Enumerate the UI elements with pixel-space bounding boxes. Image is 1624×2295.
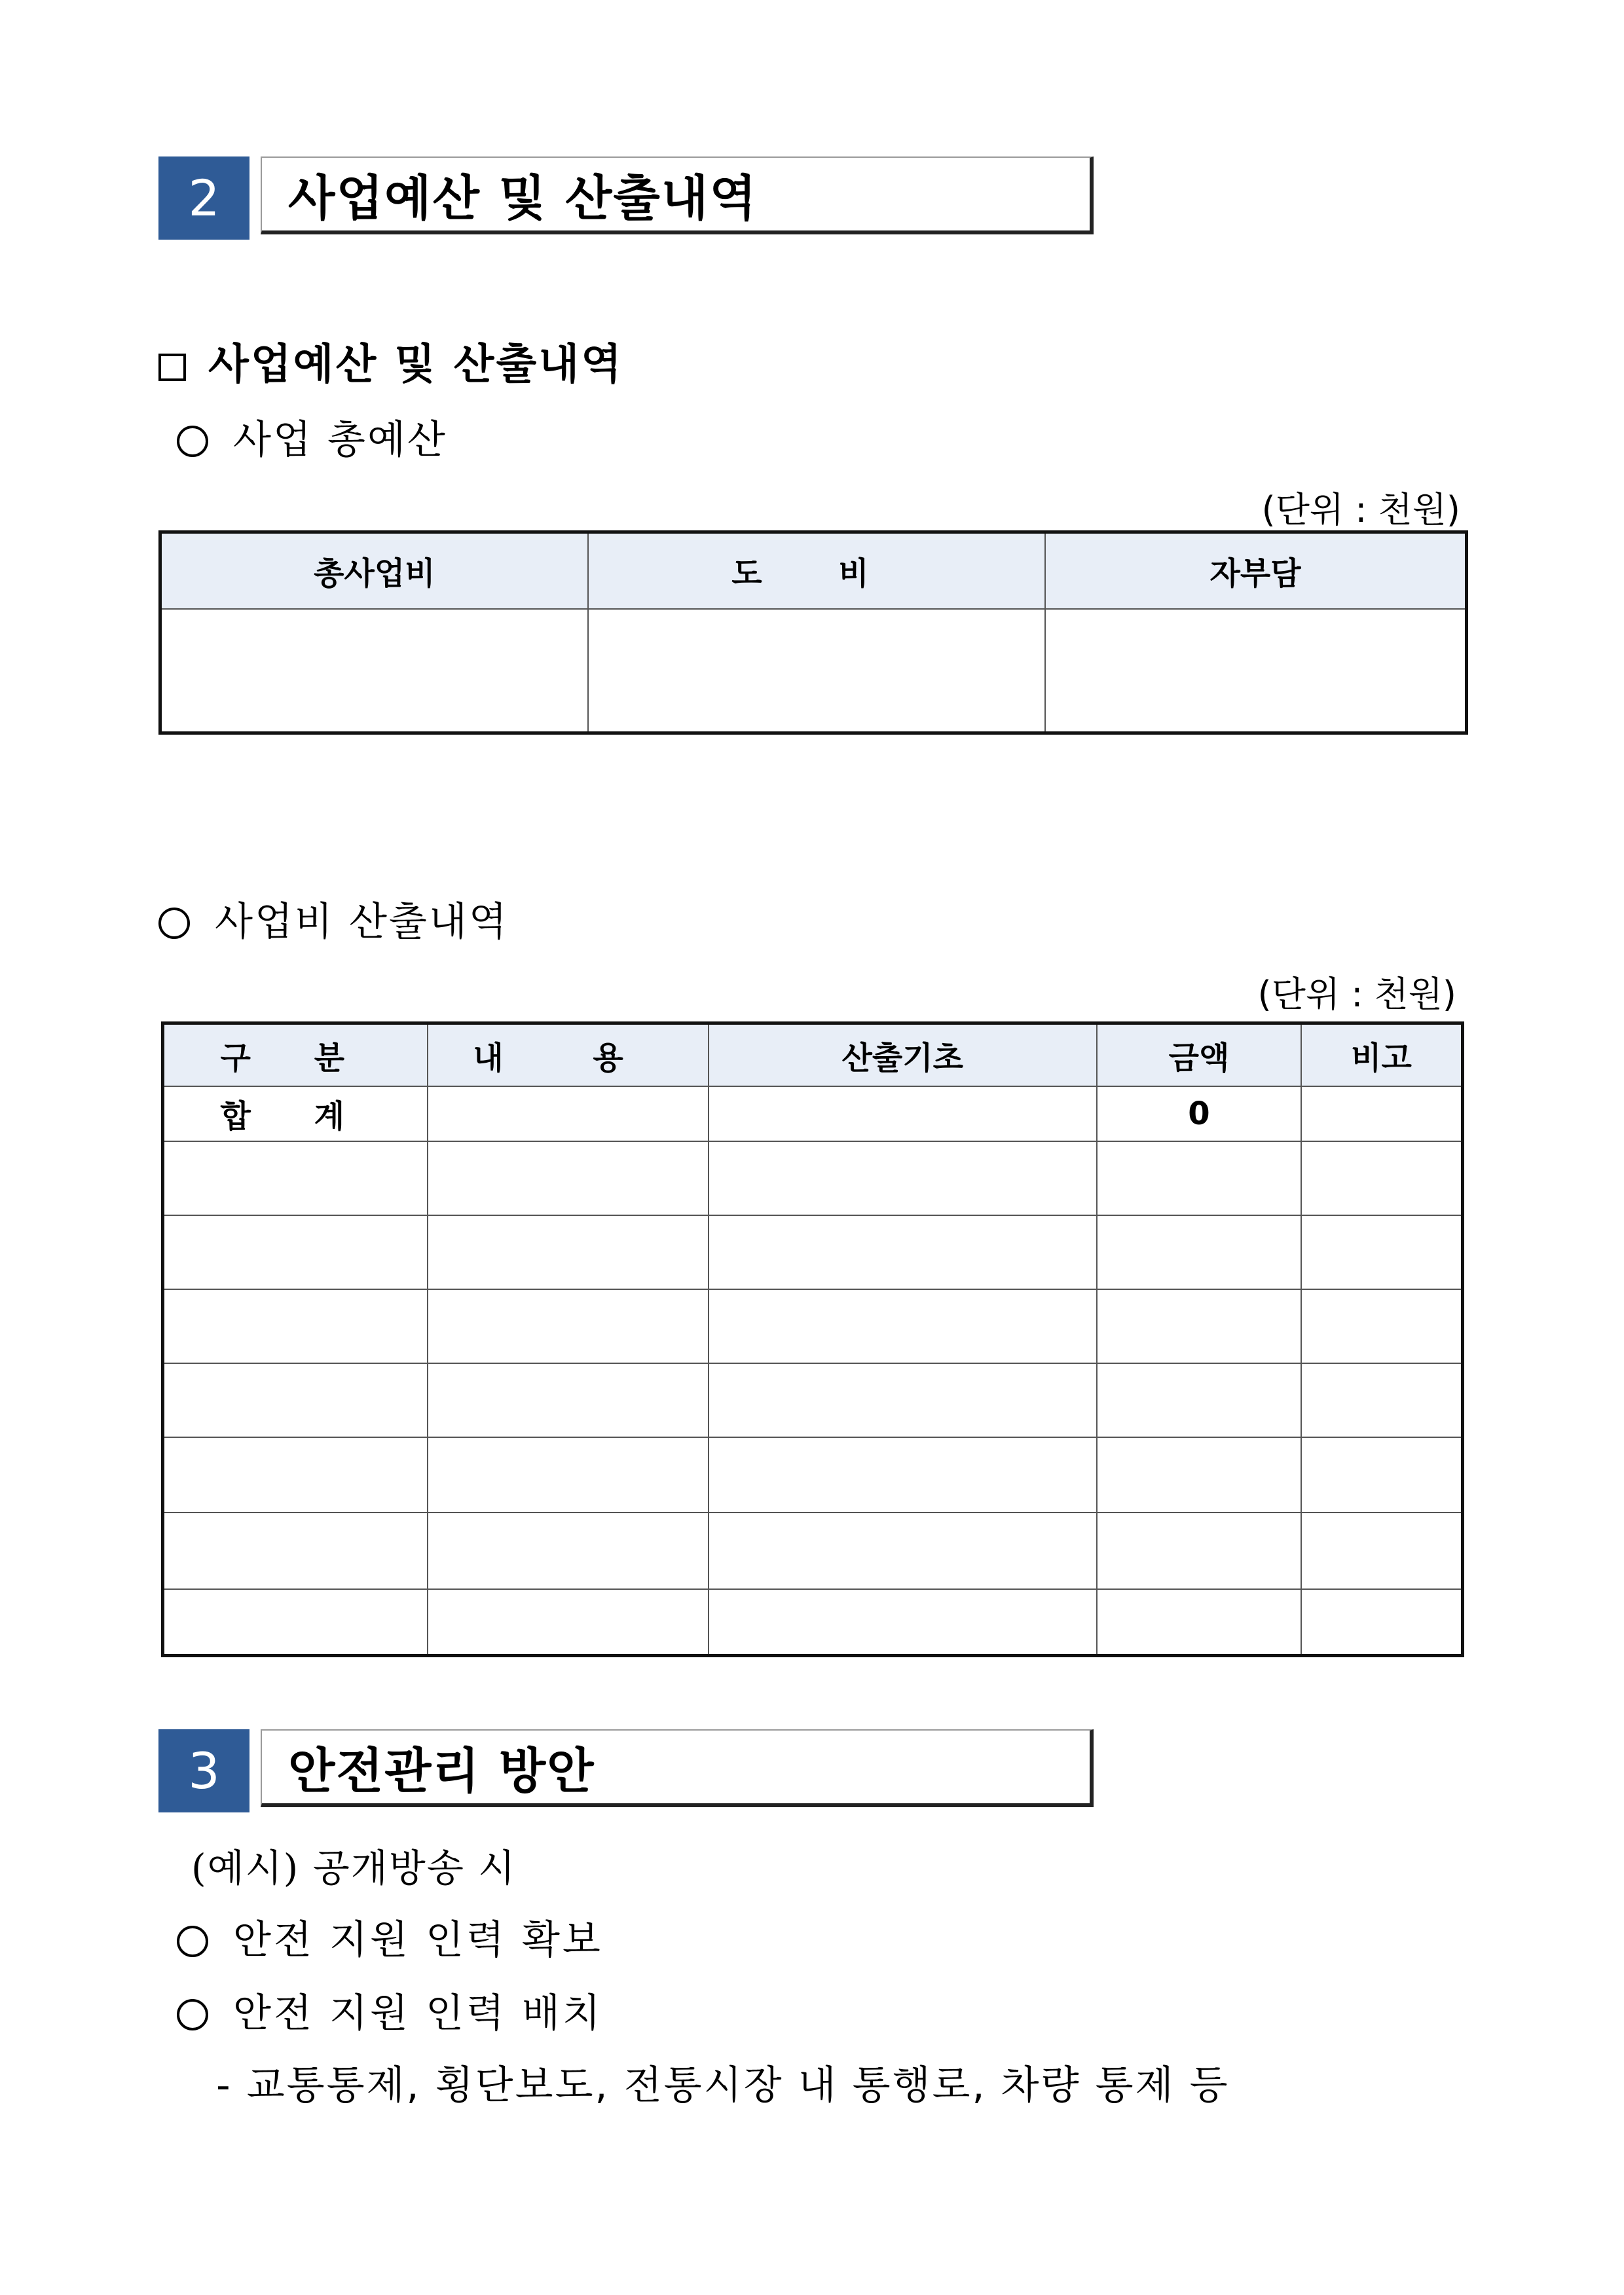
table-cell[interactable] bbox=[428, 1363, 709, 1437]
table-cell[interactable] bbox=[1097, 1289, 1301, 1363]
table-row bbox=[163, 1513, 1463, 1589]
unit-label: (단위 : 천원) bbox=[1261, 489, 1460, 530]
total-budget-label-text: 사업 총예산 bbox=[233, 417, 447, 463]
table-cell[interactable] bbox=[163, 1141, 428, 1215]
section-number-badge bbox=[158, 1729, 249, 1812]
square-bullet-icon bbox=[158, 354, 186, 381]
bullet-item-text: 안전 지원 인력 배치 bbox=[233, 1991, 603, 2036]
bullet-item-text: 안전 지원 인력 확보 bbox=[233, 1917, 603, 1963]
self-funding-cell[interactable] bbox=[1045, 609, 1466, 733]
table-cell[interactable] bbox=[709, 1141, 1097, 1215]
table-cell[interactable] bbox=[709, 1513, 1097, 1589]
header-content: 내 용 bbox=[428, 1023, 709, 1086]
table-cell[interactable] bbox=[428, 1589, 709, 1656]
breakdown-label-text: 사업비 산출내역 bbox=[215, 899, 509, 945]
table-row bbox=[163, 1363, 1463, 1437]
table-cell[interactable] bbox=[163, 1513, 428, 1589]
budget-heading bbox=[158, 331, 623, 391]
table-cell[interactable] bbox=[1301, 1289, 1462, 1363]
total-row-label: 합 계 bbox=[163, 1086, 428, 1141]
table-cell[interactable] bbox=[1301, 1363, 1462, 1437]
table-cell[interactable] bbox=[1097, 1437, 1301, 1513]
table-cell[interactable] bbox=[428, 1513, 709, 1589]
table-cell[interactable] bbox=[428, 1141, 709, 1215]
header-self-funding: 자부담 bbox=[1045, 532, 1466, 609]
table-cell[interactable] bbox=[709, 1289, 1097, 1363]
section-number: 2 bbox=[188, 169, 220, 227]
table-row bbox=[163, 1215, 1463, 1289]
table-cell[interactable] bbox=[1097, 1363, 1301, 1437]
bullet-item bbox=[177, 1982, 603, 2038]
table-cell[interactable] bbox=[428, 1086, 709, 1141]
breakdown-table bbox=[161, 1021, 1464, 1657]
total-amount: 0 bbox=[1097, 1086, 1301, 1141]
section-number: 3 bbox=[188, 1742, 220, 1800]
table-cell[interactable] bbox=[163, 1363, 428, 1437]
sub-item: - 교통통제, 횡단보도, 전통시장 내 통행로, 차량 통제 등 bbox=[216, 2063, 1230, 2108]
table-cell[interactable] bbox=[428, 1437, 709, 1513]
table-cell[interactable] bbox=[1301, 1141, 1462, 1215]
bullet-item bbox=[177, 1909, 603, 1965]
header-amount: 금액 bbox=[1097, 1023, 1301, 1086]
table-cell[interactable] bbox=[163, 1437, 428, 1513]
table-cell[interactable] bbox=[709, 1437, 1097, 1513]
table-cell[interactable] bbox=[1301, 1513, 1462, 1589]
table-cell[interactable] bbox=[1097, 1589, 1301, 1656]
table-row bbox=[163, 1289, 1463, 1363]
example-note: (예시) 공개방송 시 bbox=[191, 1846, 517, 1890]
header-calculation-basis: 산출기초 bbox=[709, 1023, 1097, 1086]
table-row bbox=[163, 1437, 1463, 1513]
circle-bullet-icon bbox=[177, 1926, 208, 1957]
section-title: 안전관리 방안 bbox=[288, 1742, 595, 1799]
total-cost-cell[interactable] bbox=[160, 609, 588, 733]
circle-bullet-icon bbox=[158, 908, 190, 939]
circle-bullet-icon bbox=[177, 1999, 208, 2030]
table-cell[interactable] bbox=[1301, 1215, 1462, 1289]
breakdown-label bbox=[158, 890, 509, 947]
section-number-badge bbox=[158, 156, 249, 240]
table-cell[interactable] bbox=[709, 1363, 1097, 1437]
table-cell[interactable] bbox=[1301, 1086, 1462, 1141]
table-cell[interactable] bbox=[428, 1215, 709, 1289]
table-cell[interactable] bbox=[709, 1589, 1097, 1656]
header-remarks: 비고 bbox=[1301, 1023, 1462, 1086]
table-cell[interactable] bbox=[163, 1589, 428, 1656]
table-cell[interactable] bbox=[709, 1215, 1097, 1289]
total-budget-label bbox=[177, 409, 447, 465]
section-title-box bbox=[261, 156, 1094, 234]
table-cell[interactable] bbox=[1301, 1589, 1462, 1656]
section-title: 사업예산 및 산출내역 bbox=[288, 170, 758, 227]
table-row bbox=[163, 1141, 1463, 1215]
circle-bullet-icon bbox=[177, 426, 208, 457]
table-cell[interactable] bbox=[428, 1289, 709, 1363]
table-cell[interactable] bbox=[1097, 1513, 1301, 1589]
table-cell[interactable] bbox=[1097, 1215, 1301, 1289]
unit-label: (단위 : 천원) bbox=[1257, 974, 1456, 1015]
budget-heading-text: 사업예산 및 산출내역 bbox=[208, 340, 623, 389]
table-cell[interactable] bbox=[163, 1289, 428, 1363]
header-total-cost: 총사업비 bbox=[160, 532, 588, 609]
table-cell[interactable] bbox=[1301, 1437, 1462, 1513]
header-category: 구 분 bbox=[163, 1023, 428, 1086]
header-province-funds: 도 비 bbox=[588, 532, 1045, 609]
total-budget-table bbox=[158, 530, 1468, 735]
table-row bbox=[163, 1589, 1463, 1656]
table-cell[interactable] bbox=[163, 1215, 428, 1289]
table-cell[interactable] bbox=[709, 1086, 1097, 1141]
table-cell[interactable] bbox=[1097, 1141, 1301, 1215]
section-title-box bbox=[261, 1729, 1094, 1807]
province-funds-cell[interactable] bbox=[588, 609, 1045, 733]
